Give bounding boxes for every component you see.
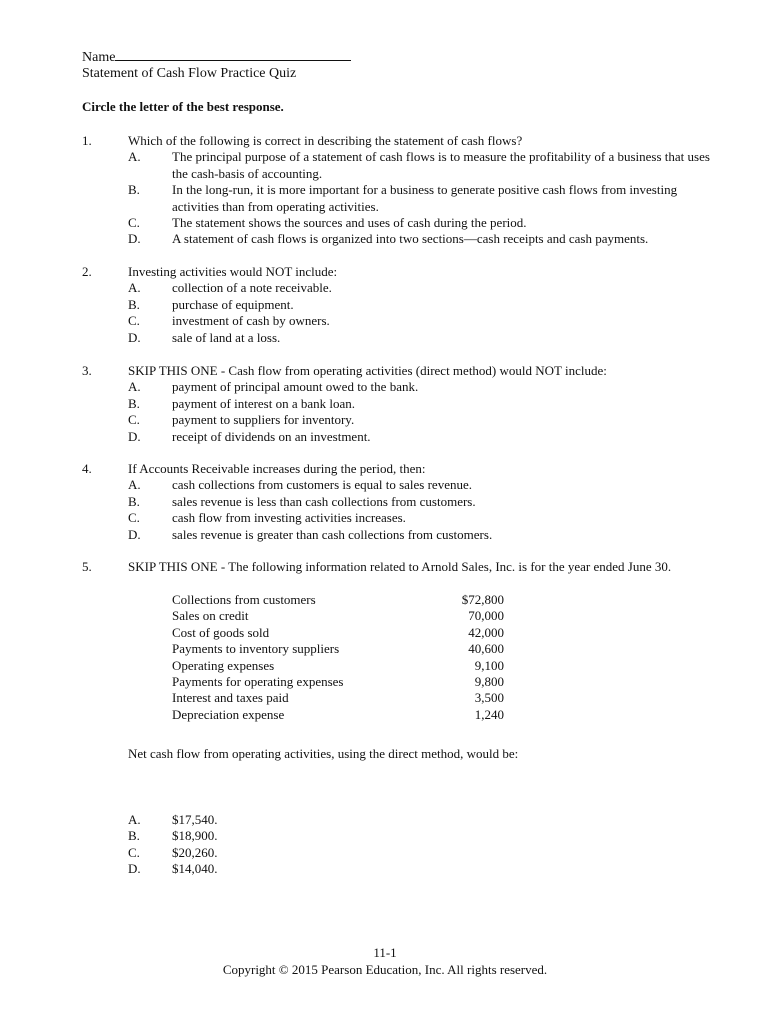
quiz-title: Statement of Cash Flow Practice Quiz xyxy=(82,66,297,81)
data-amount: 9,800 xyxy=(474,673,504,689)
instructions: Circle the letter of the best response. xyxy=(82,99,284,114)
data-amount: 1,240 xyxy=(474,706,504,722)
option-letter: A. xyxy=(128,812,141,827)
option-text: $18,900. xyxy=(172,828,218,844)
option-c xyxy=(82,510,732,526)
option-text: cash flow from investing activities increases. xyxy=(172,510,406,526)
question-3 xyxy=(82,363,732,445)
data-row xyxy=(172,690,504,706)
page-number: 11-1 xyxy=(373,945,397,960)
option-letter: D. xyxy=(128,329,141,345)
option-letter: A. xyxy=(128,149,141,165)
question-text: If Accounts Receivable increases during the period, then: xyxy=(128,461,426,476)
option-letter: A. xyxy=(128,280,141,296)
data-amount: 9,100 xyxy=(474,657,504,673)
option-text: $17,540. xyxy=(172,812,218,827)
data-row xyxy=(172,625,504,641)
option-a xyxy=(82,379,732,395)
data-label: Collections from customers xyxy=(172,592,316,607)
option-b xyxy=(82,828,482,844)
data-label: Payments for operating expenses xyxy=(172,673,344,689)
option-c xyxy=(82,215,732,231)
option-b xyxy=(82,297,732,313)
option-text: payment of principal amount owed to the bank. xyxy=(172,379,419,395)
data-amount: 40,600 xyxy=(468,641,504,657)
option-letter: C. xyxy=(128,412,140,428)
option-letter: C. xyxy=(128,313,140,329)
option-d xyxy=(82,231,732,247)
question-5-prompt: Net cash flow from operating activities, using the direct method, would be: xyxy=(128,746,519,761)
question-number: 2. xyxy=(82,264,92,279)
option-letter: D. xyxy=(128,861,141,877)
copyright-notice: Copyright © 2015 Pearson Education, Inc. All rights reserved. xyxy=(222,962,548,977)
data-label: Operating expenses xyxy=(172,657,275,673)
option-letter: C. xyxy=(128,510,140,526)
option-b xyxy=(82,494,732,510)
option-text: payment of interest on a bank loan. xyxy=(172,395,356,411)
option-text: payment to suppliers for inventory. xyxy=(172,412,355,428)
option-text: In the long-run, it is more important for a business to generate positive cash flows from investing activities than from operating activities. xyxy=(172,182,678,214)
data-amount: $72,800 xyxy=(461,592,504,607)
option-text: collection of a note receivable. xyxy=(172,280,332,296)
option-letter: B. xyxy=(128,493,140,509)
data-row xyxy=(172,707,504,723)
option-letter: B. xyxy=(128,182,140,198)
question-5 xyxy=(82,559,732,575)
data-row xyxy=(172,658,504,674)
data-row xyxy=(172,641,504,657)
data-row xyxy=(172,674,504,690)
option-c xyxy=(82,845,482,861)
option-letter: A. xyxy=(128,477,141,493)
option-letter: B. xyxy=(128,296,140,312)
option-letter: B. xyxy=(128,395,140,411)
option-letter: C. xyxy=(128,844,140,860)
question-text: Which of the following is correct in describing the statement of cash flows? xyxy=(128,133,523,148)
data-amount: 42,000 xyxy=(468,624,504,640)
option-a xyxy=(82,280,732,296)
option-letter: A. xyxy=(128,379,141,395)
name-label: Name xyxy=(82,50,116,65)
name-field xyxy=(82,47,351,66)
question-number: 4. xyxy=(82,461,92,476)
option-text: A statement of cash flows is organized into two sections—cash receipts and cash payments. xyxy=(172,231,649,247)
option-text: investment of cash by owners. xyxy=(172,313,330,329)
question-text: Investing activities would NOT include: xyxy=(128,264,338,279)
data-label: Sales on credit xyxy=(172,608,249,624)
option-letter: D. xyxy=(128,526,141,542)
option-c xyxy=(82,313,732,329)
question-text: SKIP THIS ONE - Cash flow from operating activities (direct method) would NOT include: xyxy=(128,363,607,378)
option-text: purchase of equipment. xyxy=(172,296,294,312)
option-text: cash collections from customers is equal to sales revenue. xyxy=(172,477,472,493)
data-label: Cost of goods sold xyxy=(172,624,270,640)
data-label: Interest and taxes paid xyxy=(172,690,289,706)
option-letter: D. xyxy=(128,231,141,247)
option-letter: C. xyxy=(128,215,140,231)
option-a xyxy=(82,812,482,828)
name-blank-line xyxy=(115,47,351,61)
question-number: 3. xyxy=(82,363,92,378)
data-amount: 70,000 xyxy=(468,608,504,624)
option-a xyxy=(82,149,732,182)
option-b xyxy=(82,396,732,412)
question-number: 1. xyxy=(82,133,92,148)
option-a xyxy=(82,477,732,493)
option-letter: D. xyxy=(128,428,141,444)
data-row xyxy=(172,592,504,608)
question-text: SKIP THIS ONE - The following information related to Arnold Sales, Inc. is for the year ended June 30. xyxy=(128,559,672,574)
option-c xyxy=(82,412,732,428)
option-text: The statement shows the sources and uses of cash during the period. xyxy=(172,215,527,231)
question-5-options xyxy=(82,812,482,878)
question-number: 5. xyxy=(82,559,92,574)
option-d xyxy=(82,429,732,445)
option-text: receipt of dividends on an investment. xyxy=(172,428,371,444)
option-text: $14,040. xyxy=(172,861,218,877)
option-d xyxy=(82,527,732,543)
financial-data-table xyxy=(172,592,504,723)
data-label: Payments to inventory suppliers xyxy=(172,641,340,657)
question-1 xyxy=(82,133,732,248)
data-amount: 3,500 xyxy=(474,690,504,706)
option-text: sale of land at a loss. xyxy=(172,329,281,345)
option-text: $20,260. xyxy=(172,844,218,860)
question-4 xyxy=(82,461,732,543)
option-letter: B. xyxy=(128,828,140,844)
option-text: sales revenue is less than cash collections from customers. xyxy=(172,493,476,509)
data-row xyxy=(172,608,504,624)
option-b xyxy=(82,182,732,215)
option-d xyxy=(82,861,482,877)
data-label: Depreciation expense xyxy=(172,706,285,722)
question-2 xyxy=(82,264,732,346)
option-text: The principal purpose of a statement of cash flows is to measure the profitability of a business that uses the cash-basis of accounting. xyxy=(172,149,710,181)
option-text: sales revenue is greater than cash collections from customers. xyxy=(172,526,493,542)
option-d xyxy=(82,330,732,346)
